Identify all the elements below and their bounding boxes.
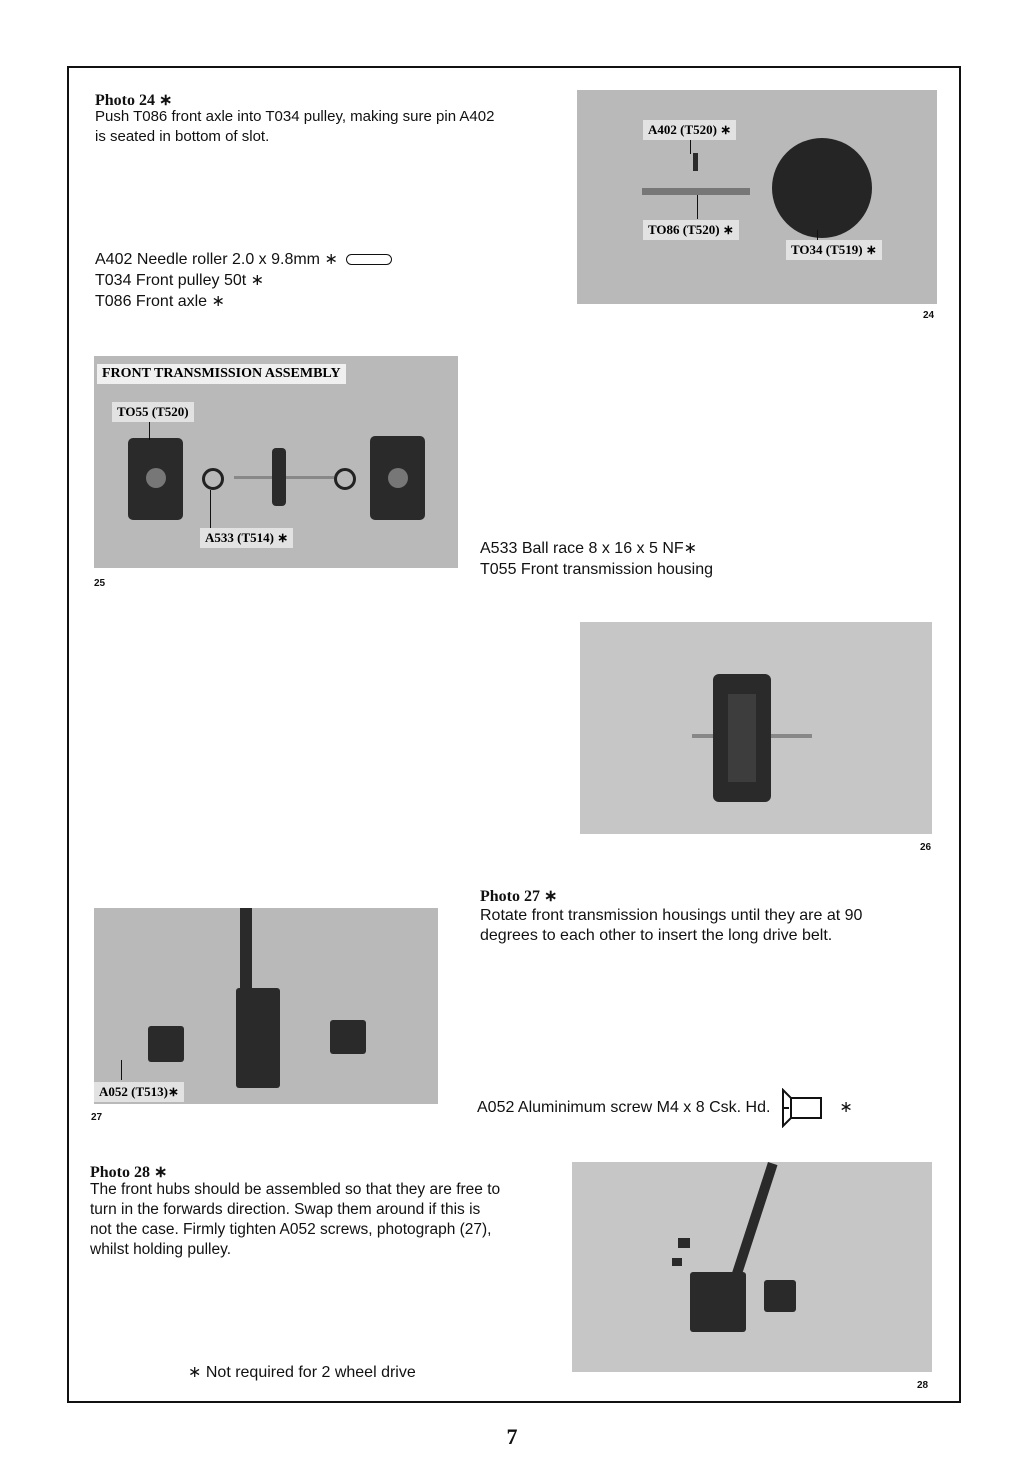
housing-28-shape — [690, 1272, 746, 1332]
photo-28-image — [572, 1162, 932, 1372]
photo-27-text: Rotate front transmission housings until they are at 90 degrees to each other to insert the long drive belt. — [480, 907, 863, 944]
photo-28-number: 28 — [917, 1380, 929, 1391]
bearing-left-shape — [202, 468, 224, 490]
bearing-right-shape — [334, 468, 356, 490]
part-t055: T055 Front transmission housing — [480, 561, 713, 578]
photo-24-number: 24 — [923, 310, 935, 321]
axle-shape — [642, 188, 750, 195]
footnote: ∗ Not required for 2 wheel drive — [188, 1364, 416, 1381]
photo-27-part: A052 Aluminimum screw M4 x 8 Csk. Hd. ∗ — [477, 1088, 853, 1128]
pulley-side-shape — [272, 448, 286, 506]
photo-28-heading: Photo 28 ∗ — [90, 1164, 168, 1181]
photo-28-text: The front hubs should be assembled so that they are free to turn in the forwards direction. Swap them around if this is not the case. Firmly tighten A052 screws, photograph (27), whilst holding pulley. — [90, 1181, 501, 1258]
part-a533: A533 Ball race 8 x 16 x 5 NF∗ — [480, 540, 698, 557]
photo-25-image — [94, 356, 458, 568]
label-t034: TO34 (T519) ∗ — [786, 240, 882, 260]
pulley-shape — [772, 138, 872, 238]
label-t055: TO55 (T520) — [112, 402, 194, 422]
drive-belt-shape — [240, 908, 252, 998]
part-t086: T086 Front axle ∗ — [95, 293, 225, 310]
photo-24-heading: Photo 24 ∗ — [95, 92, 173, 109]
page-number: 7 — [506, 1424, 518, 1449]
hub-28-shape — [764, 1280, 796, 1312]
photo-24-image — [577, 90, 937, 304]
photo-24-text: Push T086 front axle into T034 pulley, making sure pin A402 is seated in bottom of slot. — [95, 108, 495, 145]
hub-right-shape — [330, 1020, 366, 1054]
photo-27-heading: Photo 27 ∗ — [480, 888, 558, 905]
housing-rotated-shape — [236, 988, 280, 1088]
photo-26-image — [580, 622, 932, 834]
needle-roller-icon — [346, 254, 392, 265]
photo-27-number: 27 — [91, 1112, 103, 1123]
belt-shape — [731, 1162, 778, 1279]
hub-left-shape — [148, 1026, 184, 1062]
photo-27-image — [94, 908, 438, 1104]
label-t086: TO86 (T520) ∗ — [643, 220, 739, 240]
photo-24-parts-list — [95, 249, 392, 312]
photo-25-number: 25 — [94, 578, 106, 589]
part-t034: T034 Front pulley 50t ∗ — [95, 272, 265, 289]
label-a402: A402 (T520) ∗ — [643, 120, 736, 140]
photo-25-title: FRONT TRANSMISSION ASSEMBLY — [97, 364, 346, 384]
photo-26-number: 26 — [920, 842, 932, 853]
label-a533: A533 (T514) ∗ — [200, 528, 293, 548]
part-a402: A402 Needle roller 2.0 x 9.8mm ∗ — [95, 249, 392, 270]
label-a052: A052 (T513)∗ — [94, 1082, 184, 1102]
photo-25-parts-list — [480, 538, 713, 580]
countersunk-screw-icon — [781, 1088, 823, 1128]
needle-roller-shape — [693, 153, 698, 171]
